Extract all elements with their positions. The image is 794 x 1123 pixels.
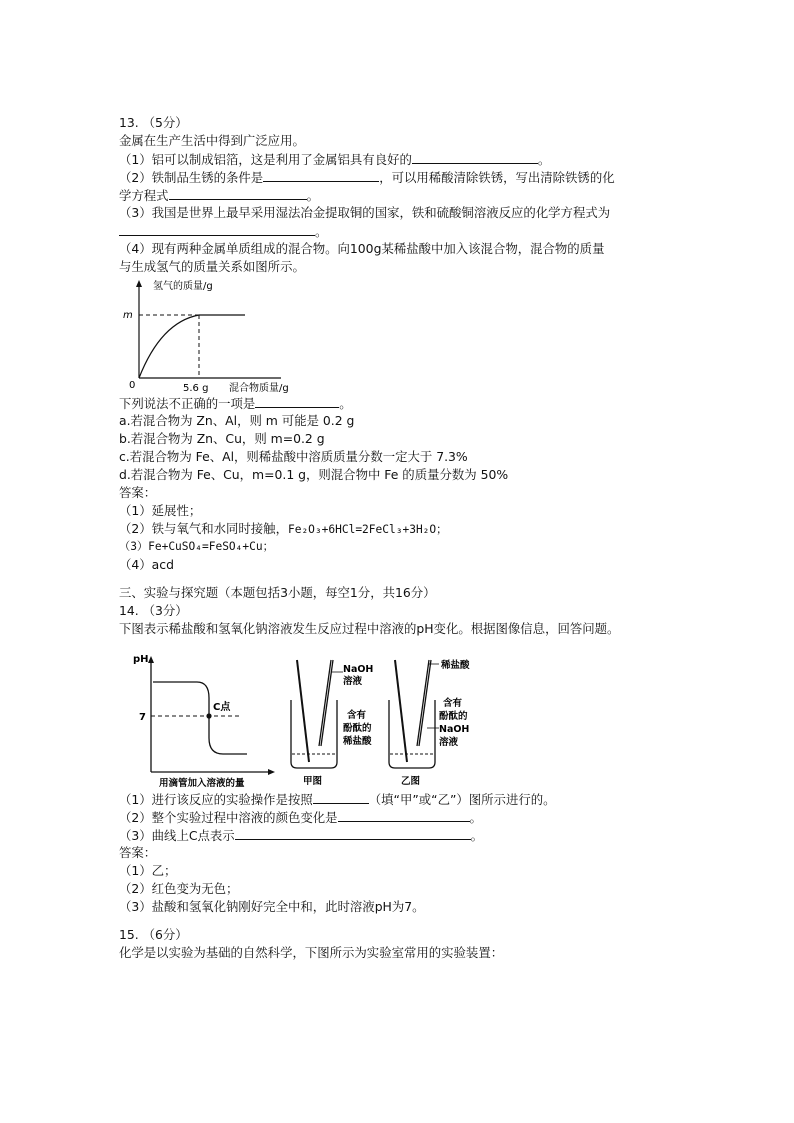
q14-answer-1: （1）乙； bbox=[119, 863, 177, 878]
graph-ylabel: 氢气的质量/g bbox=[153, 281, 213, 292]
q13-part2-end: 。 bbox=[306, 188, 319, 203]
q13-option-c: c.若混合物为 Fe、Al，则稀盐酸中溶质质量分数一定大于 7.3% bbox=[119, 449, 468, 464]
beaker-yi-content-2: 酚酞的 bbox=[439, 711, 468, 722]
ph-point-label: C点 bbox=[213, 702, 231, 713]
q14-part2-blank[interactable] bbox=[338, 808, 470, 822]
beaker-jia-glass-rod bbox=[297, 660, 309, 762]
q13-header: 13. （5分） bbox=[119, 115, 188, 130]
q13-part2-blank-a[interactable] bbox=[263, 168, 379, 182]
graph-origin: 0 bbox=[129, 380, 136, 391]
q13-part3-end: 。 bbox=[315, 224, 328, 239]
q14-intro: 下图表示稀盐酸和氢氧化钠溶液发生反应过程中溶液的pH变化。根据图像信息，回答问题。 bbox=[119, 621, 620, 636]
beaker-jia-reagent-1: NaOH bbox=[343, 664, 374, 675]
beaker-yi bbox=[389, 659, 470, 787]
ph-graph bbox=[133, 654, 275, 789]
beaker-jia-reagent-2: 溶液 bbox=[343, 676, 363, 687]
q14-part1-blank[interactable] bbox=[313, 790, 369, 804]
q14-part1-end: （填“甲”或“乙”）图所示进行的。 bbox=[368, 792, 556, 807]
beaker-yi-glass-rod bbox=[395, 660, 407, 762]
beaker-jia-glass bbox=[291, 700, 337, 768]
q13-part1-blank[interactable] bbox=[412, 150, 538, 164]
q14-answer-3: （3）盐酸和氢氧化钠刚好完全中和，此时溶液pH为7。 bbox=[119, 899, 425, 914]
q14-part3-text: （3）曲线上C点表示 bbox=[119, 828, 235, 843]
beaker-yi-caption: 乙图 bbox=[401, 776, 421, 787]
beaker-yi-glass bbox=[389, 700, 435, 768]
ph-ylabel: pH bbox=[133, 654, 149, 665]
q15-header: 15. （6分） bbox=[119, 927, 188, 942]
q13-answer-label: 答案： bbox=[119, 485, 157, 500]
q13-intro: 金属在生产生活中得到广泛应用。 bbox=[119, 133, 305, 148]
q14-figure bbox=[131, 650, 511, 790]
ph-x-arrow bbox=[268, 769, 275, 775]
beaker-jia bbox=[291, 660, 373, 787]
q13-question-blank[interactable] bbox=[255, 394, 339, 408]
q14-part3-end: 。 bbox=[470, 828, 484, 843]
graph-y-arrow bbox=[136, 280, 142, 287]
q13-answer-4: （4）acd bbox=[119, 557, 174, 572]
q13-answer-2 bbox=[119, 520, 694, 538]
beaker-yi-reagent: 稀盐酸 bbox=[441, 660, 470, 671]
q13-answer-3: （3）Fe+CuSO₄=FeSO₄+Cu； bbox=[119, 540, 274, 553]
beaker-yi-content-4: 溶液 bbox=[439, 737, 459, 748]
q13-part2-blank-b[interactable] bbox=[169, 186, 307, 200]
q14-part3-blank[interactable] bbox=[235, 826, 471, 840]
q13-part2-text-c: 学方程式 bbox=[119, 188, 169, 203]
q13-question-end: 。 bbox=[339, 396, 352, 411]
beaker-jia-caption: 甲图 bbox=[303, 776, 323, 787]
beaker-jia-content-3: 稀盐酸 bbox=[343, 736, 372, 747]
section-3-heading: 三、实验与探究题（本题包括3小题，每空1分，共16分） bbox=[119, 585, 436, 600]
beaker-jia-content-2: 酚酞的 bbox=[343, 723, 372, 734]
ph-y-arrow bbox=[148, 656, 154, 663]
q13-part1-end: 。 bbox=[537, 152, 551, 167]
q14-part1 bbox=[119, 790, 694, 808]
beaker-yi-dropper bbox=[417, 660, 429, 746]
q14-part2-end: 。 bbox=[469, 810, 482, 825]
beaker-yi-content-3: NaOH bbox=[439, 724, 470, 735]
beaker-yi-content-1: 含有 bbox=[443, 698, 463, 709]
exam-page bbox=[119, 114, 694, 962]
q13-part2 bbox=[119, 168, 694, 186]
q13-answer-1: （1）延展性； bbox=[119, 503, 202, 518]
q14-part3 bbox=[119, 826, 694, 844]
graph-curve bbox=[139, 315, 199, 378]
hydrogen-graph bbox=[121, 278, 291, 394]
ph-ytick-7: 7 bbox=[139, 712, 146, 723]
q13-answer-2-equation: Fe₂O₃+6HCl=2FeCl₃+3H₂O； bbox=[287, 523, 448, 536]
beaker-jia-content-1: 含有 bbox=[347, 710, 367, 721]
q13-part4-cont: 与生成氢气的质量关系如图所示。 bbox=[119, 259, 305, 274]
ph-point-c bbox=[206, 713, 211, 718]
q14-part2 bbox=[119, 808, 694, 826]
q13-question bbox=[119, 394, 694, 412]
graph-xtick: 5.6 g bbox=[183, 383, 209, 394]
q15-intro: 化学是以实验为基础的自然科学，下图所示为实验室常用的实验装置： bbox=[119, 945, 504, 960]
q13-option-b: b.若混合物为 Zn、Cu，则 m=0.2 g bbox=[119, 431, 325, 446]
beaker-jia-dropper bbox=[319, 660, 331, 746]
q13-part3-blank[interactable] bbox=[119, 222, 315, 236]
q13-answer-2-text: （2）铁与氧气和水同时接触， bbox=[119, 521, 288, 536]
q13-question-text: 下列说法不正确的一项是 bbox=[119, 396, 256, 411]
q14-part1-text: （1）进行该反应的实验操作是按照 bbox=[119, 792, 313, 807]
q14-header: 14. （3分） bbox=[119, 603, 188, 618]
q13-option-a: a.若混合物为 Zn、Al，则 m 可能是 0.2 g bbox=[119, 413, 355, 428]
q13-part2-cont bbox=[119, 186, 694, 204]
q13-part2-text-b: ，可以用稀酸清除铁锈，写出清除铁锈的化 bbox=[379, 170, 615, 185]
q14-answer-2: （2）红色变为无色； bbox=[119, 881, 239, 896]
ph-curve bbox=[153, 682, 247, 754]
graph-ytick-m: m bbox=[123, 310, 133, 321]
q14-part2-text: （2）整个实验过程中溶液的颜色变化是 bbox=[119, 810, 338, 825]
graph-xlabel: 混合物质量/g bbox=[229, 383, 289, 394]
q13-part1 bbox=[119, 150, 694, 168]
ph-xlabel: 用滴管加入溶液的量 bbox=[159, 778, 245, 789]
q13-option-d: d.若混合物为 Fe、Cu，m=0.1 g，则混合物中 Fe 的质量分数为 50% bbox=[119, 467, 509, 482]
q13-part3-cont bbox=[119, 222, 694, 240]
q13-part4: （4）现有两种金属单质组成的混合物。向100g某稀盐酸中加入该混合物，混合物的质量 bbox=[119, 241, 605, 256]
q13-part2-text-a: （2）铁制品生锈的条件是 bbox=[119, 170, 264, 185]
q13-part3: （3）我国是世界上最早采用湿法冶金提取铜的国家，铁和硫酸铜溶液反应的化学方程式为 bbox=[119, 205, 611, 220]
q13-part1-text: （1）铝可以制成铝箔，这是利用了金属铝具有良好的 bbox=[119, 152, 412, 167]
q14-answer-label: 答案： bbox=[119, 845, 157, 860]
